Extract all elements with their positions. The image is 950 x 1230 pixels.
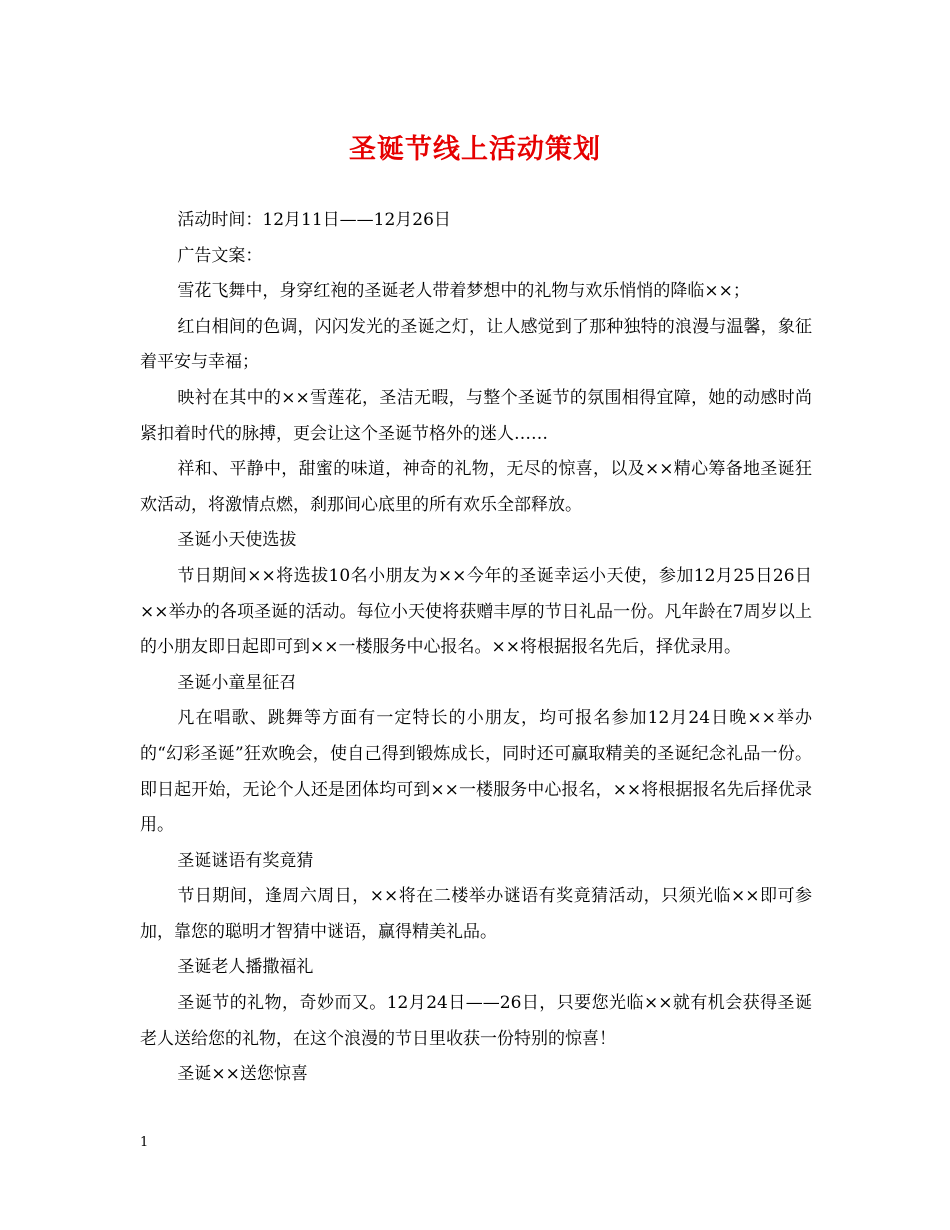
paragraph: 圣诞节的礼物，奇妙而又。12月24日——26日，只要您光临××就有机会获得圣诞老人送给您的礼物，在这个浪漫的节日里收获一份特别的惊喜！ bbox=[140, 993, 812, 1049]
paragraph: 雪花飞舞中，身穿红袍的圣诞老人带着梦想中的礼物与欢乐悄悄的降临××； bbox=[177, 281, 750, 302]
section-heading: 圣诞小天使选拔 bbox=[177, 530, 297, 551]
paragraph: 节日期间××将选拔10名小朋友为××今年的圣诞幸运小天使，参加12月25日26日××举办的各项圣诞的活动。每位小天使将获赠丰厚的节日礼品一份。凡年龄在7周岁以上的小朋友即日起即可到××一楼服务中心报名。××将根据报名先后，择优录用。 bbox=[140, 565, 812, 658]
page-number: 1 bbox=[140, 1135, 149, 1150]
paragraph: 映衬在其中的××雪莲花，圣洁无暇，与整个圣诞节的氛围相得宜障，她的动感时尚紧扣着时代的脉搏，更会让这个圣诞节格外的迷人…… bbox=[140, 387, 812, 444]
section-heading: 圣诞××送您惊喜 bbox=[177, 1064, 308, 1085]
document-body bbox=[140, 203, 812, 1093]
paragraph: 红白相间的色调，闪闪发光的圣诞之灯，让人感觉到了那种独特的浪漫与温馨，象征着平安与幸福； bbox=[140, 316, 812, 373]
section-heading: 圣诞谜语有奖竟猜 bbox=[177, 850, 314, 871]
document-title: 圣诞节线上活动策划 bbox=[349, 134, 601, 165]
section-heading: 圣诞小童星征召 bbox=[177, 672, 297, 693]
paragraph-ad-copy-label: 广告文案： bbox=[177, 245, 263, 266]
section-heading: 圣诞老人播撒福礼 bbox=[177, 957, 314, 978]
paragraph: 凡在唱歌、跳舞等方面有一定特长的小朋友，均可报名参加12月24日晚××举办的“幻彩圣诞”狂欢晚会，使自己得到锻炼成长，同时还可赢取精美的圣诞纪念礼品一份。即日起开始，无论个人还是团体均可到××一楼服务中心报名，××将根据报名先后择优录用。 bbox=[140, 708, 812, 836]
paragraph: 祥和、平静中，甜蜜的味道，神奇的礼物，无尽的惊喜，以及××精心筹备地圣诞狂欢活动，将激情点燃，刹那间心底里的所有欢乐全部释放。 bbox=[140, 459, 812, 515]
paragraph: 节日期间，逢周六周日，××将在二楼举办谜语有奖竟猜活动，只须光临××即可参加，靠您的聪明才智猜中谜语，赢得精美礼品。 bbox=[140, 886, 812, 942]
paragraph-activity-time: 活动时间：12月11日——12月26日 bbox=[177, 210, 451, 230]
